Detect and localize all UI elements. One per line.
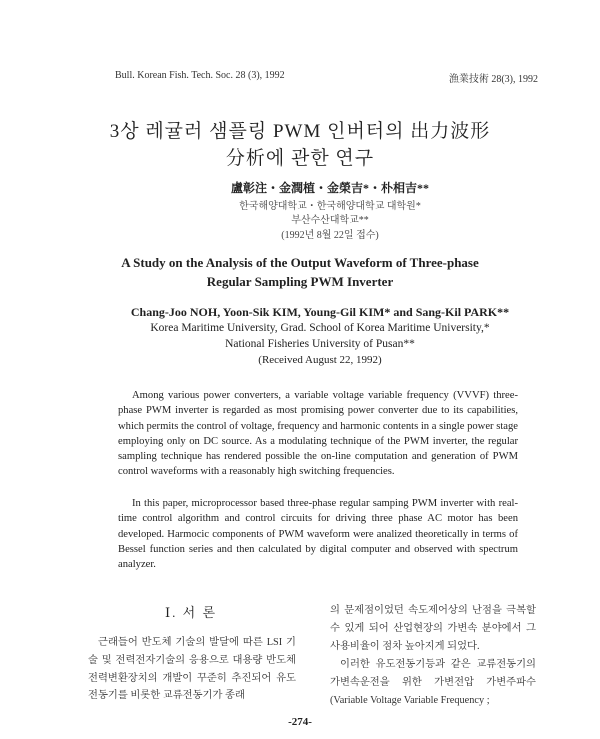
- korean-title-line-2: 分析에 관한 연구: [225, 148, 375, 169]
- body-right-column-paragraph-1: 의 문제점이었던 속도제어상의 난점을 극복할 수 있게 되어 산업현장의 가변속 분야에서 그 사용비율이 점차 높아지게 되었다.: [330, 605, 536, 652]
- english-title-line-2: Regular Sampling PWM Inverter: [206, 274, 394, 289]
- journal-header-left: Bull. Korean Fish. Tech. Soc. 28 (3), 1992: [115, 70, 285, 81]
- english-received-date: (Received August 22, 1992): [258, 354, 382, 366]
- body-right-column-paragraph-2: 이러한 유도전동기등과 같은 교류전동기의 가변속운전을 위한 가변전압 가변주파수 (Variable Voltage Variable Frequency ;: [330, 659, 536, 706]
- journal-header-right: 漁業技術 28(3), 1992: [448, 74, 538, 85]
- body-left-column: 근래들어 반도체 기술의 발달에 따른 LSI 기술 및 전력전자기술의 응용으로 대용량 반도체 전력변환장치의 개발이 꾸준히 추진되어 유도전동기를 비롯한 교류전동기가 종래: [88, 637, 296, 702]
- abstract-paragraph-2: In this paper, microprocessor based three-phase regular samping PWM inverter with real-time control algorithm and control circuits for driving three phase AC motor has been developed. Harmocic components of PWM waveform were analized theoretically in terms of Bessel function series and then calculated by digital computer and observed with spectrum analyzer.: [118, 498, 518, 571]
- english-affiliation-line-2: National Fisheries University of Pusan**: [225, 338, 415, 350]
- korean-title-line-1: 3상 레귤러 샘플링 PWM 인버터의 出力波形: [109, 121, 491, 142]
- section-heading-introduction: Ⅰ. 서 론: [165, 605, 218, 620]
- english-affiliation-line-1: Korea Maritime University, Grad. School of Korea Maritime University,*: [150, 322, 490, 334]
- abstract-paragraph-1: Among various power converters, a variable voltage variable frequency (VVVF) three-phase PWM inverter is regarded as most promising power converter due to its capabilities, which permits the control of voltage, frequency and harmonic contents in a single power stage employing only on DC source. As a modulating technique of the PWM inverter, the regular sampling technique has rendered possible the on-line computation and generation of PWM control waveforms with a reasonably high switching frequencies.: [118, 390, 518, 478]
- english-authors: Chang-Joo NOH, Yoon-Sik KIM, Young-Gil KIM* and Sang-Kil PARK**: [130, 305, 510, 319]
- english-title-line-1: A Study on the Analysis of the Output Waveform of Three-phase: [121, 255, 479, 270]
- korean-authors: 盧彰注・金潤植・金榮吉*・朴相吉**: [230, 181, 429, 195]
- korean-affiliation-line-1: 한국해양대학교・한국해양대학교 대학원*: [239, 201, 421, 212]
- korean-received-date: (1992년 8월 22일 접수): [281, 230, 379, 241]
- page-number: -274-: [288, 716, 312, 728]
- korean-affiliation-line-2: 부산수산대학교**: [291, 215, 369, 226]
